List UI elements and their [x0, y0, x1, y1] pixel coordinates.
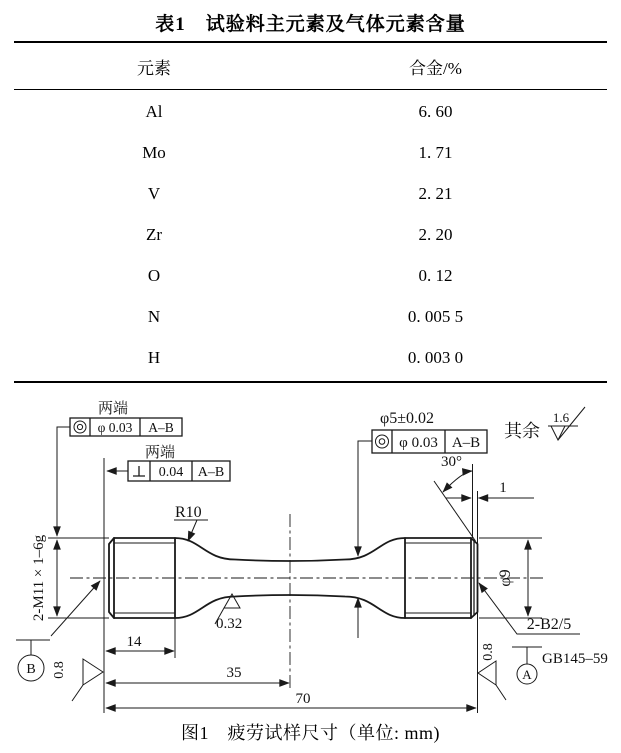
column-header-alloy: 合金/% — [409, 58, 462, 78]
datum-b-symbol — [16, 640, 50, 681]
surface-roughness-icon — [478, 661, 506, 700]
chamfer-label: 1 — [499, 480, 507, 496]
table-row — [14, 132, 607, 173]
table-title: 表1 试验料主元素及气体元素含量 — [155, 14, 466, 35]
chamfer-angle-line — [434, 481, 476, 541]
roughness-right-value: 0.8 — [481, 643, 496, 661]
leader-lines — [51, 427, 580, 636]
extension-lines — [48, 458, 542, 713]
element-cell: V — [147, 183, 161, 203]
value-cell: 0. 003 0 — [407, 347, 464, 367]
element-cell: H — [147, 347, 161, 367]
angle-label: 30° — [441, 454, 462, 470]
gdt-frame-left-mid — [128, 444, 230, 481]
frame-datum: A–B — [197, 465, 225, 480]
frame-tolerance: φ 0.03 — [97, 420, 133, 435]
element-cell: Al — [145, 101, 163, 121]
frame-tolerance: 0.04 — [158, 465, 184, 480]
roughness-left — [52, 659, 103, 701]
surface-finish-rest — [504, 407, 585, 441]
gdt-frame-right — [372, 410, 487, 453]
datum-a-letter: A — [522, 667, 532, 682]
value-cell: 2. 20 — [418, 224, 453, 244]
element-cell: Mo — [142, 142, 166, 162]
surface-roughness-icon — [72, 659, 103, 701]
frame-datum: A–B — [148, 420, 174, 435]
value-cell: 2. 21 — [418, 183, 453, 203]
roughness-right — [478, 643, 506, 700]
table-row — [14, 173, 607, 214]
datum-b-leader — [51, 581, 100, 636]
datum-b-letter: B — [26, 662, 36, 677]
value-cell: 6. 60 — [418, 101, 453, 121]
column-header-element: 元素 — [137, 58, 171, 78]
gauge-dia-leader-top — [358, 441, 372, 556]
roughness-left-value: 0.8 — [52, 661, 67, 679]
dim-14-label: 14 — [126, 634, 142, 650]
frame-note: 两端 — [144, 445, 176, 461]
table-row — [14, 296, 607, 337]
specimen-drawing — [0, 386, 621, 718]
value-cell: 1. 71 — [418, 142, 453, 162]
table-body — [14, 90, 607, 381]
table-row — [14, 214, 607, 255]
element-cell: N — [147, 306, 161, 326]
specimen-figure — [0, 386, 621, 718]
radius-label: R10 — [175, 504, 202, 521]
dim-70-label: 70 — [295, 691, 311, 707]
table-row — [14, 91, 607, 132]
gauge-diameter-label: φ5±0.02 — [380, 410, 435, 427]
dim-35-label: 35 — [226, 665, 242, 681]
frame-tolerance: φ 0.03 — [399, 435, 438, 451]
gdt-frame-left-top — [70, 400, 182, 436]
frame-note: 两端 — [97, 401, 129, 417]
thread-label: 2-M11 × 1–6g — [31, 534, 47, 622]
element-cell: Zr — [145, 224, 163, 244]
center-hole-label: 2-B2/5 — [526, 616, 572, 633]
standard-label: GB145–59 — [542, 651, 608, 667]
table-row — [14, 337, 607, 378]
frame-datum: A–B — [451, 435, 481, 451]
element-table — [14, 41, 607, 383]
rest-label: 其余 — [504, 421, 540, 441]
frame1-leader — [57, 427, 70, 536]
diameter-label: φ9 — [497, 569, 514, 587]
value-cell: 0. 005 5 — [407, 306, 464, 326]
table-header-row — [14, 43, 607, 90]
angle-arc — [443, 471, 472, 492]
figure-caption: 图1 疲劳试样尺寸（单位: mm) — [181, 723, 440, 743]
value-cell: 0. 12 — [418, 265, 453, 285]
element-cell: O — [147, 265, 161, 285]
datum-a-symbol — [512, 647, 542, 684]
rest-value: 1.6 — [552, 410, 570, 425]
gauge-roughness-value: 0.32 — [216, 616, 243, 632]
table-row — [14, 255, 607, 296]
